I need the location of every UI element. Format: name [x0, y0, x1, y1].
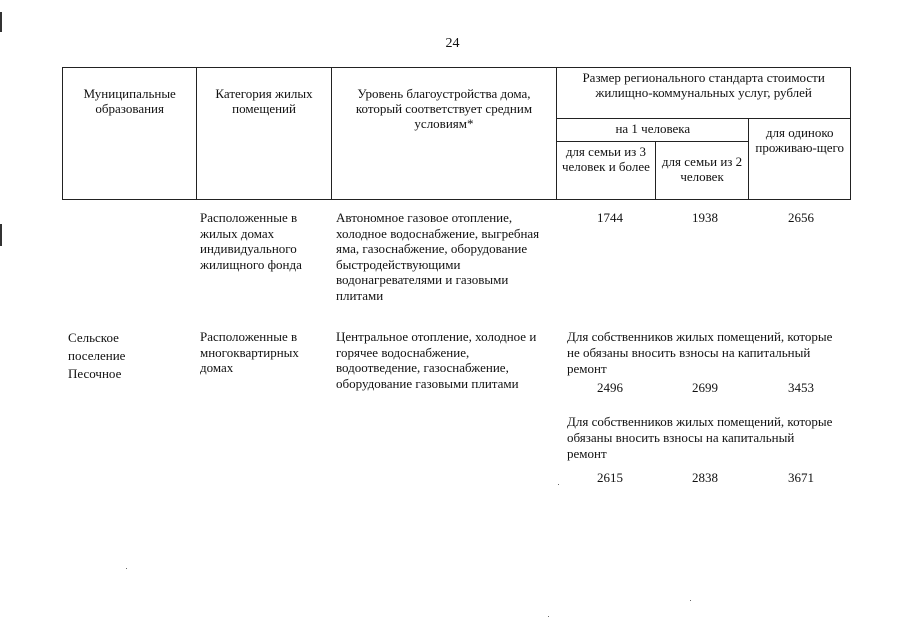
scan-margin-mark	[0, 12, 2, 32]
row2-municipal: Сельское поселение Песочное	[68, 330, 126, 381]
scan-speck	[548, 616, 549, 617]
row1-value-family2: 1938	[692, 210, 718, 225]
row1-level: Автономное газовое отопление, холодное водоснабжение, выгребная яма, газоснабжение, оборудование быстродействующими водонагревателями и газовыми плитами	[336, 210, 540, 303]
row2-level: Центральное отопление, холодное и горячее водоснабжение, водоотведение, газоснабжение, оборудование газовыми плитами	[336, 329, 537, 391]
header-family2: для семьи из 2 человек	[655, 142, 749, 200]
scan-speck	[558, 484, 559, 485]
row2-category: Расположенные в многоквартирных домах	[200, 329, 299, 375]
table-header	[62, 67, 851, 200]
row1-value-single: 2656	[788, 210, 814, 225]
header-standard: Размер регионального стандарта стоимости жилищно-коммунальных услуг, рублей	[557, 68, 851, 119]
page-number: 24	[445, 36, 460, 51]
header-per-person: на 1 человека	[557, 119, 749, 142]
row1-value-family3: 1744	[597, 210, 623, 225]
row2-b-value-family3: 2615	[597, 470, 623, 485]
scan-speck	[126, 568, 127, 569]
header-municipal: Муниципальные образования	[63, 68, 197, 200]
header-level: Уровень благоустройства дома, который соответствует средним условиям*	[331, 68, 557, 200]
scan-margin-mark	[0, 224, 2, 246]
row2-note-obliged: Для собственников жилых помещений, которые обязаны вносить взносы на капитальный ремонт	[567, 414, 833, 461]
header-single: для одиноко проживаю-щего	[749, 119, 851, 200]
row2-note-not-obliged: Для собственников жилых помещений, которые не обязаны вносить взносы на капитальный ремонт	[567, 329, 833, 376]
row1-category: Расположенные в жилых домах индивидуального жилищного фонда	[200, 210, 302, 272]
header-family3: для семьи из 3 человек и более	[557, 142, 655, 200]
row2-a-value-family2: 2699	[692, 380, 718, 395]
scan-speck	[690, 600, 691, 601]
row2-a-value-single: 3453	[788, 380, 814, 395]
row2-b-value-single: 3671	[788, 470, 814, 485]
row2-a-value-family3: 2496	[597, 380, 623, 395]
header-category: Категория жилых помещений	[197, 68, 331, 200]
row2-b-value-family2: 2838	[692, 470, 718, 485]
